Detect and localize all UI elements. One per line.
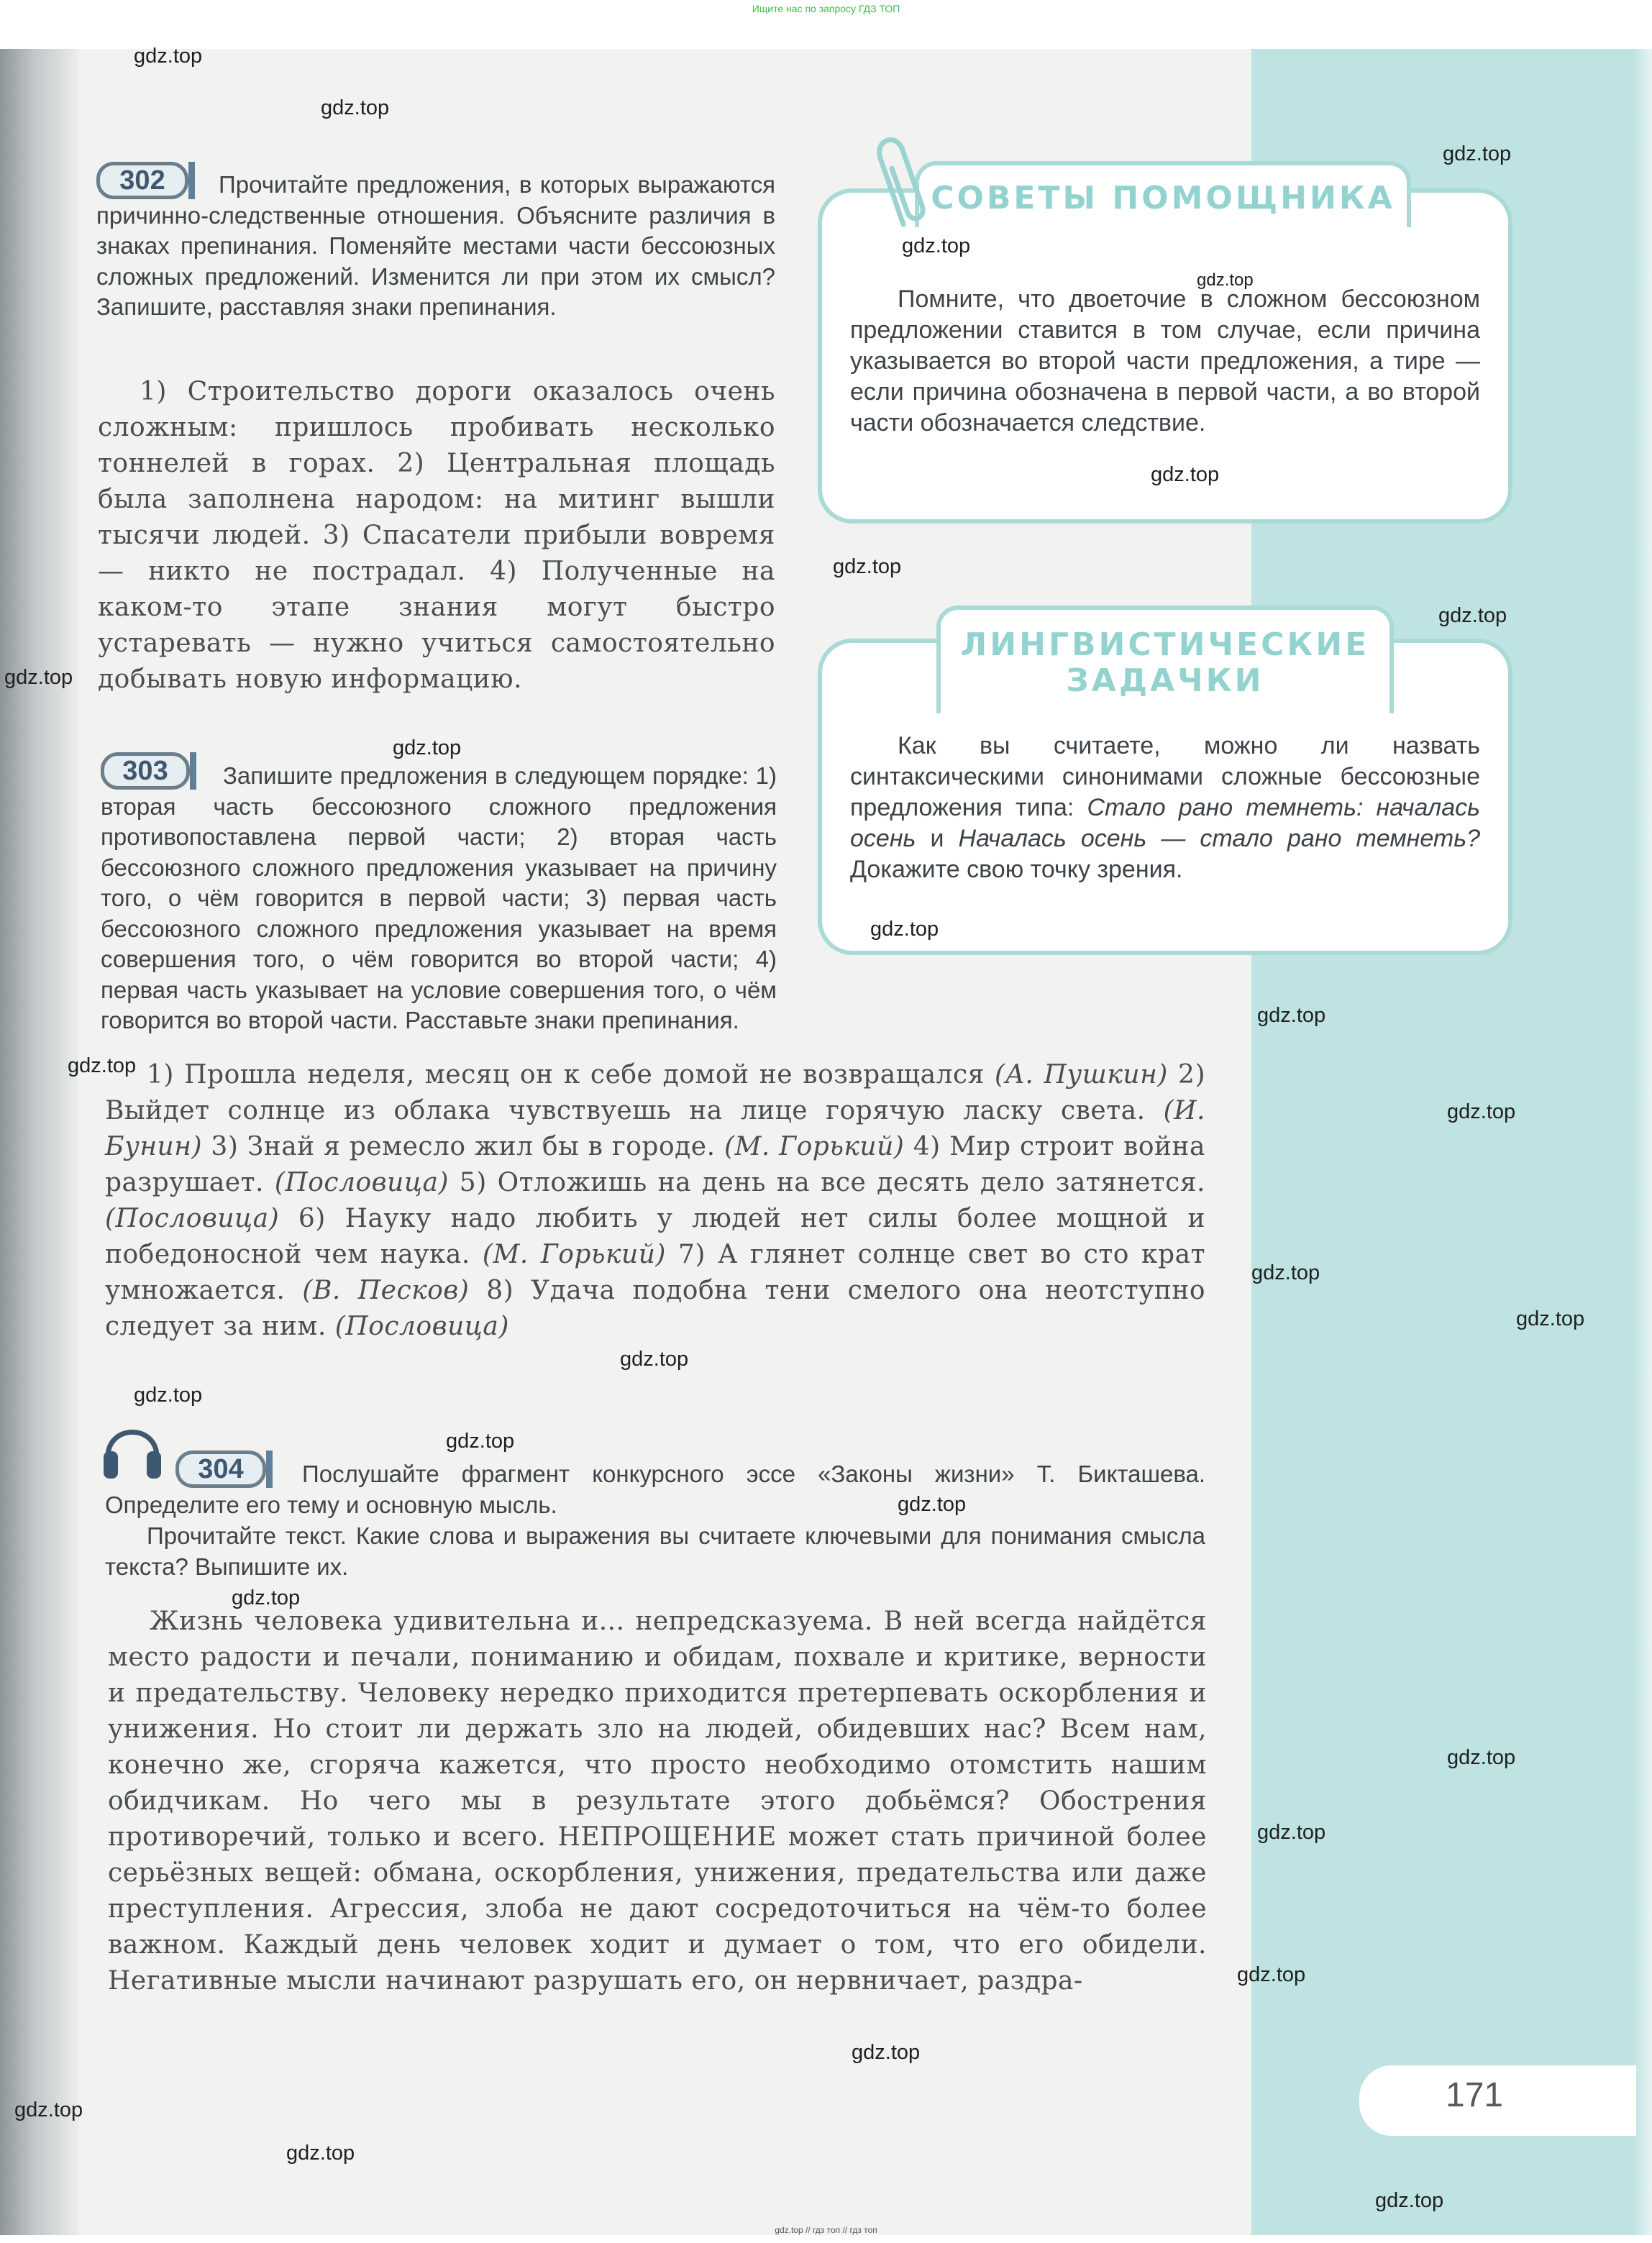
watermark: gdz.top — [620, 1348, 689, 1371]
sentence-6: 6) Науку надо любить у людей нет силы более мощной и победоносной чем наука. — [105, 1204, 1205, 1269]
watermark: gdz.top — [852, 2041, 921, 2064]
author-7: (В. Песков) — [302, 1276, 470, 1305]
linguistic-example-2: Началась осень — стало рано темнеть? — [958, 825, 1480, 852]
author-8: (Пословица) — [334, 1312, 509, 1341]
linguistic-title — [936, 606, 1394, 713]
watermark: gdz.top — [870, 918, 939, 941]
book-spine-shadow — [0, 49, 79, 2235]
exercise-number-304: 304 — [175, 1451, 266, 1488]
watermark: gdz.top — [232, 1586, 301, 1609]
watermark: gdz.top — [1375, 2189, 1444, 2212]
sentence-8: 8) Удача подобна тени смелого она неотступно следует за ним. — [105, 1276, 1205, 1341]
linguistic-title-line1: ЛИНГВИСТИЧЕСКИЕ — [960, 626, 1370, 663]
watermark: gdz.top — [68, 1054, 137, 1077]
linguistic-text: Как вы считаете, можно ли назвать синтаксическими синонимами сложные бессоюзные предложения типа: Стало рано темнеть: началась осень и Началась осень — стало рано темнеть? Докажите свою точку зрения. — [850, 732, 1480, 883]
sentence-3: 3) Знай я ремесло жил бы в городе. — [202, 1132, 724, 1161]
exercise-number-302: 302 — [96, 162, 188, 199]
watermark: gdz.top — [1237, 1963, 1306, 1986]
watermark: gdz.top — [1516, 1307, 1585, 1330]
watermark: gdz.top — [1443, 142, 1512, 165]
linguistic-example-1: Стало рано темнеть: началась осень — [850, 794, 1480, 852]
sentence-1: 1) Прошла неделя, месяц он к себе домой не возвращался — [147, 1060, 995, 1089]
linguistic-title-line2: ЗАДАЧКИ — [1066, 662, 1264, 699]
watermark: gdz.top — [321, 96, 390, 119]
author-2: (И. Бунин) — [105, 1096, 1205, 1161]
page-number: 171 — [1446, 2076, 1504, 2114]
watermark: gdz.top — [1151, 463, 1220, 486]
watermark: gdz.top — [134, 1384, 203, 1407]
watermark: gdz.top — [1257, 1004, 1326, 1027]
sentence-2: 2) Выйдет солнце из облака чувствуешь на лице горячую ласку света. — [105, 1060, 1206, 1125]
paperclip-icon — [870, 129, 931, 230]
exercise-304-task: Послушайте фрагмент конкурсного эссе «Законы жизни» Т. Бикташева. Определите его тему и основную мысль. — [105, 1461, 1205, 1518]
sentence-5: 5) Отложишь на день на все десять дело затянется. — [448, 1168, 1205, 1197]
watermark: gdz.top — [286, 2142, 355, 2165]
sentence-7: 7) А глянет солнце свет во сто крат умножается. — [105, 1240, 1205, 1305]
watermark: gdz.top — [134, 45, 203, 68]
exercise-303-task-a: Запишите предложения в следующем порядке: 1) вторая часть бессоюзного сложного предложения противопоставлена первой части; 2) вторая часть бессоюзного сложного предложения указывает на причину того, о чём говорится в первой части; 3) первая часть бессоюзного сложного предложения указывает на время совершения того, о чём говорится во второй части; 4) первая часть указывает на условие совершения того, о чём говорится во второй части. Расставьте знаки препинания. — [101, 762, 777, 1033]
watermark: gdz.top — [393, 736, 462, 759]
bottom-note: gdz.top // гдз топ // гдз топ — [775, 2225, 877, 2235]
watermark: gdz.top — [1257, 1821, 1326, 1844]
watermark: gdz.top — [833, 555, 902, 578]
exercise-302-text: 1) Строительство дороги оказалось очень сложным: пришлось пробивать несколько тоннелей в горах. 2) Центральная площадь была заполнена народом: на митинг вышли тысячи людей. 3) Спасатели прибыли вовремя — никто не пострадал. 4) Полученные на каком-то этапе знания могут быстро устаревать — нужно учиться самостоятельно добывать новую информацию. — [98, 377, 775, 694]
exercise-303-sentences — [105, 1057, 1205, 1345]
author-4: (Пословица) — [274, 1168, 449, 1197]
watermark: gdz.top — [898, 1493, 967, 1516]
exercise-304-text: Жизнь человека удивительна и... непредсказуема. В ней всегда найдётся место радости и печали, пониманию и обидам, похвале и критике, верности и предательству. Человеку нередко приходится претерпевать оскорбления и унижения. Но стоит ли держать зло на людей, обидевших нас? Всем нам, конечно же, сгоряча кажется, что просто необходимо отомстить нашим обидчикам. Но чего мы в результате этого добьёмся? Обострения противоречий, только и всего. НЕПРОЩЕНИЕ может стать причиной более серьёзных вещей: обмана, оскорбления, унижения, предательства или даже преступления. Агрессия, злоба не дают сосредоточиться на чём-то более важном. Каждый день человек ходит и думает о том, что его обидели. Негативные мысли начинают разрушать его, он нервничает, раздра- — [108, 1607, 1207, 1996]
watermark: gdz.top — [1447, 1746, 1516, 1769]
watermark: gdz.top — [1251, 1261, 1320, 1284]
watermark: gdz.top — [14, 2098, 83, 2121]
watermark: gdz.top — [1438, 604, 1507, 627]
exercise-304-task2: Прочитайте текст. Какие слова и выражения вы считаете ключевыми для понимания смысла текста? Выпишите их. — [105, 1522, 1205, 1580]
watermark: gdz.top — [446, 1430, 515, 1453]
exercise-302-task: Прочитайте предложения, в которых выражаются причинно-следственные отношения. Объясните различия в знаках препинания. Поменяйте местами части бессоюзных сложных предложений. Изменится ли при этом их смысл? Запишите, расставляя знаки препинания. — [96, 171, 775, 320]
page-edge — [1633, 49, 1652, 2235]
author-1: (А. Пушкин) — [995, 1060, 1168, 1089]
watermark: gdz.top — [902, 234, 971, 257]
author-6: (М. Горький) — [482, 1240, 666, 1269]
tips-title: СОВЕТЫ ПОМОЩНИКА — [915, 161, 1411, 227]
exercise-number-303: 303 — [101, 752, 190, 790]
author-3: (М. Горький) — [724, 1132, 905, 1161]
tips-text: Помните, что двоеточие в сложном бессоюзном предложении ставится в том случае, если причина указывается во второй части предложения, а тире — если причина обозначена в первой части, а во второй части обозначается следствие. — [850, 285, 1480, 437]
sentence-4: 4) Мир строит война разрушает. — [105, 1132, 1205, 1197]
top-note: Ищите нас по запросу ГДЗ ТОП — [752, 3, 900, 14]
watermark: gdz.top — [1197, 270, 1254, 290]
watermark: gdz.top — [1447, 1100, 1516, 1123]
author-5: (Пословица) — [105, 1204, 280, 1233]
watermark: gdz.top — [4, 666, 73, 689]
